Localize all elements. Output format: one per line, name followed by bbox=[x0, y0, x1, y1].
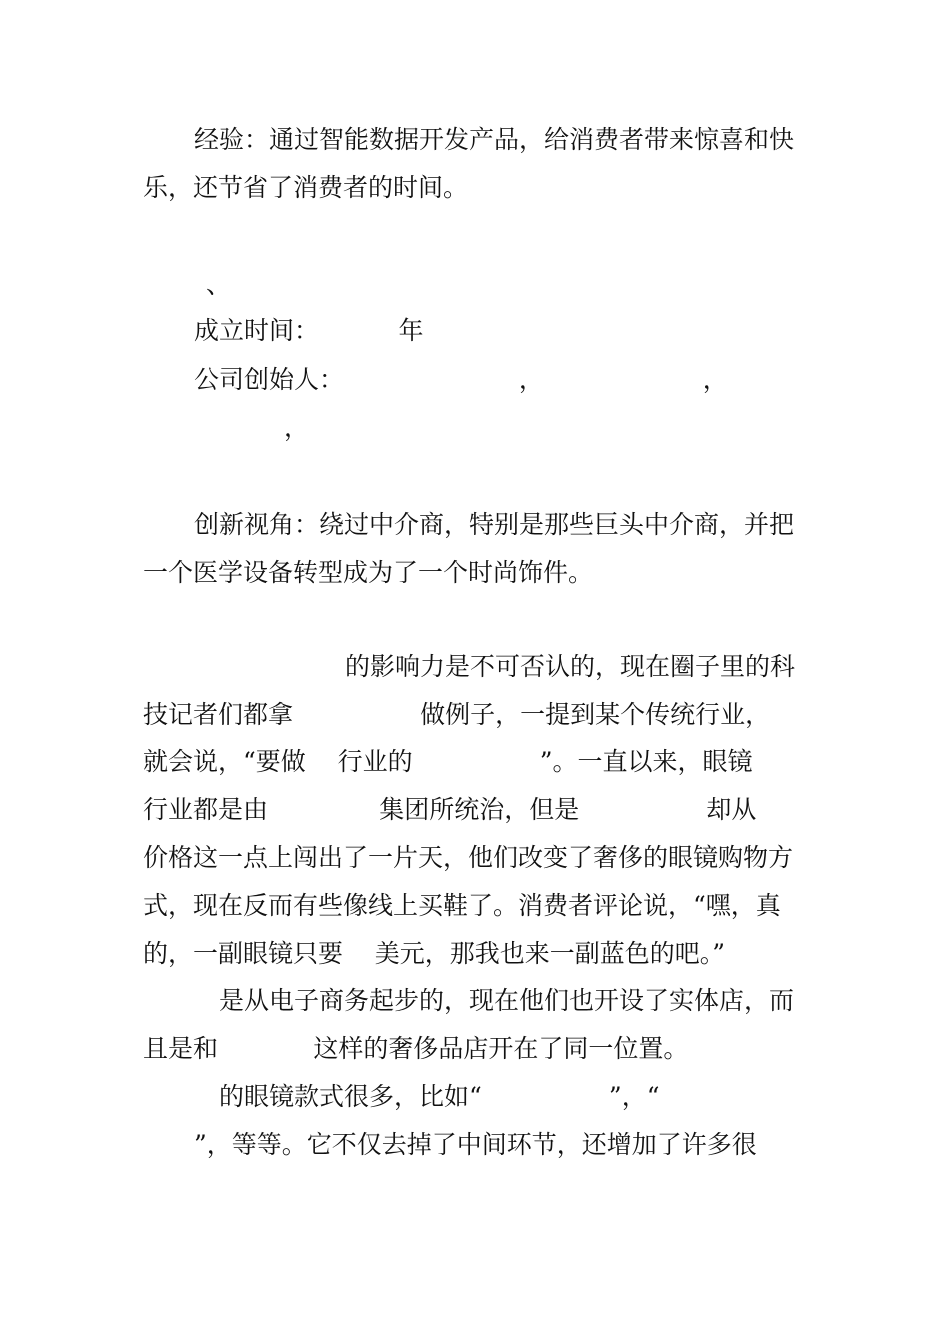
text-line: 经验：通过智能数据开发产品，给消费者带来惊喜和快 bbox=[194, 125, 795, 154]
text-line: 的影响力是不可否认的，现在圈子里的科 bbox=[345, 652, 796, 681]
text-line: 行业都是由 集团所统治，但是 却从 bbox=[143, 795, 757, 824]
text-line: 的眼镜款式很多，比如“ ”，“ bbox=[219, 1082, 660, 1111]
text-line: 、 bbox=[206, 270, 232, 299]
text-line: 是从电子商务起步的，现在他们也开设了实体店，而 bbox=[219, 986, 795, 1015]
text-line: 的，一副眼镜只要 美元，那我也来一副蓝色的吧。” bbox=[143, 939, 726, 968]
text-line: 技记者们都拿 做例子，一提到某个传统行业， bbox=[143, 700, 771, 729]
text-line: 乐，还节省了消费者的时间。 bbox=[143, 173, 469, 202]
text-line: 且是和 这样的奢侈品店开在了同一位置。 bbox=[143, 1034, 689, 1063]
text-line: 就会说，“要做 行业的 ”。一直以来，眼镜 bbox=[143, 747, 753, 776]
text-line: 成立时间： 年 bbox=[194, 316, 424, 345]
text-line: 式，现在反而有些像线上买鞋了。消费者评论说，“嘿，真 bbox=[143, 891, 781, 920]
text-line: 价格这一点上闯出了一片天，他们改变了奢侈的眼镜购物方 bbox=[143, 843, 794, 872]
text-line: 创新视角：绕过中介商，特别是那些巨头中介商，并把 bbox=[194, 510, 795, 539]
text-line: ”，等等。它不仅去掉了中间环节，还增加了许多很 bbox=[194, 1130, 757, 1159]
text-line: 公司创始人： ， ， bbox=[194, 365, 728, 394]
text-line: 一个医学设备转型成为了一个时尚饰件。 bbox=[143, 558, 594, 587]
text-line: ， bbox=[284, 413, 310, 442]
